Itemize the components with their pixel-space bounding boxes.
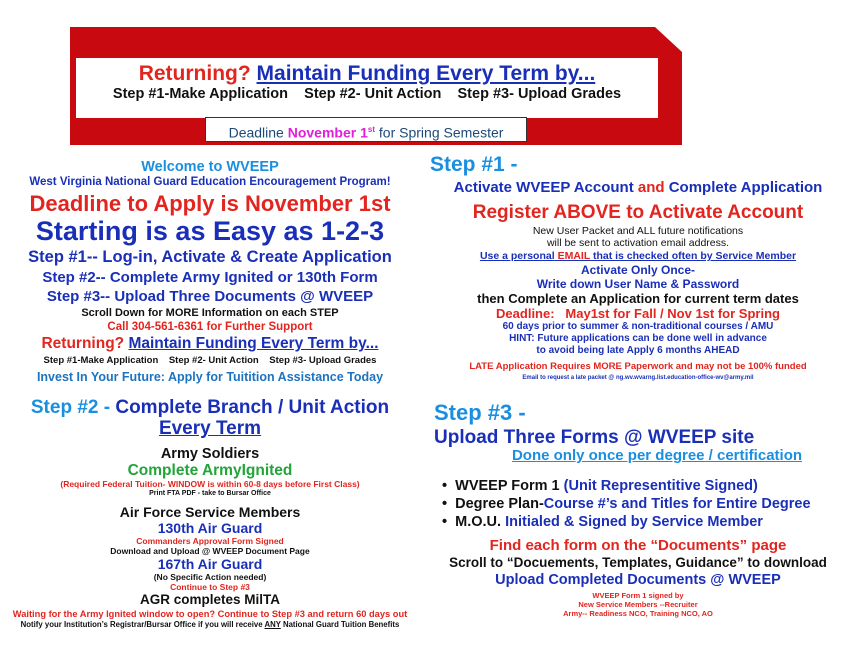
- form1-signed: WVEEP Form 1 signed by: [592, 591, 684, 600]
- welcome-steps-line: Step #1-Make Application Step #2- Unit Action Step #3- Upload Grades: [43, 355, 377, 366]
- new-members: New Service Members --Recruiter: [578, 600, 698, 609]
- welcome-maintain-link[interactable]: Maintain Funding Every Term by...: [128, 335, 379, 352]
- welcome-step1: Step #1-- Log-in, Activate & Create Application: [28, 248, 392, 266]
- bullet-dot-icon: •: [442, 514, 448, 530]
- ag167-note: (No Specific Action needed): [153, 572, 267, 582]
- top-banner: [70, 27, 682, 145]
- upload-completed: Upload Completed Documents @ WVEEP: [495, 572, 781, 588]
- ag130-heading: 130th Air Guard: [157, 520, 263, 536]
- army-action: Complete ArmyIgnited: [127, 462, 293, 479]
- welcome-step2: Step #2-- Complete Army Ignited or 130th Form: [42, 269, 378, 286]
- step1-panel: [424, 153, 852, 381]
- bullet-dot-icon: •: [442, 496, 448, 512]
- days-prior: 60 days prior to summer & non-traditional courses / AMU: [502, 321, 774, 332]
- packet-line1: New User Packet and ALL future notifications: [532, 225, 744, 237]
- easy-heading: Starting is as Easy as 1-2-3: [35, 216, 385, 246]
- apply-deadline: Deadline to Apply is November 1st: [29, 191, 391, 216]
- banner-maintain-link[interactable]: Maintain Funding Every Term by...: [256, 62, 596, 85]
- continue-step3: Continue to Step #3: [170, 582, 250, 592]
- bullet-degree-plan: • Degree Plan-Course #’s and Titles for Entire Degree: [442, 496, 811, 512]
- done-once: Done only once per degree / certification: [511, 447, 803, 464]
- bullet-mou: • M.O.U. Initialed & Signed by Service Member: [442, 514, 763, 530]
- step3-title: Step #3 -: [434, 400, 526, 425]
- welcome-title: Welcome to WVEEP: [141, 159, 279, 175]
- waiting-note: Waiting for the Army Ignited window to open? Continue to Step #3 and return 60 days out: [12, 609, 408, 619]
- register-heading: Register ABOVE to Activate Account: [472, 202, 804, 223]
- bullet-form1: • WVEEP Form 1 (Unit Representitive Signed): [442, 478, 758, 494]
- scroll-to-docs: Scroll to “Docuements, Templates, Guidance” to download: [449, 555, 827, 570]
- agr-line: AGR completes MilTA: [139, 592, 281, 607]
- welcome-step3: Step #3-- Upload Three Documents @ WVEEP: [46, 288, 374, 305]
- ag167-heading: 167th Air Guard: [157, 556, 263, 572]
- step1-title: Step #1 -: [430, 153, 518, 176]
- af-heading: Air Force Service Members: [119, 504, 301, 520]
- late-application: LATE Application Requires MORE Paperwork and may not be 100% funded: [469, 361, 807, 372]
- write-down: Write down User Name & Password: [536, 277, 740, 291]
- welcome-returning: Returning? Maintain Funding Every Term by...: [41, 335, 379, 352]
- army-heading: Army Soldiers: [160, 446, 260, 462]
- step1-deadline: Deadline: May1st for Fall / Nov 1st for Spring: [496, 306, 780, 321]
- hint-line2: to avoid being late Apply 6 months AHEAD: [536, 345, 740, 356]
- scroll-note: Scroll Down for MORE Information on each STEP: [81, 307, 339, 319]
- army-print-note: Print FTA PDF - take to Bursar Office: [149, 490, 271, 497]
- invest-line: Invest In Your Future: Apply for Tuitition Assistance Today: [36, 370, 384, 384]
- welcome-subtitle: West Virginia National Guard Education Encouragement Program!: [29, 176, 391, 188]
- army-readiness: Army-- Readiness NCO, Training NCO, AO: [563, 609, 713, 618]
- ag130-upload: Download and Upload @ WVEEP Document Page: [110, 546, 310, 556]
- packet-line2: will be sent to activation email address.: [546, 237, 730, 249]
- step3-subtitle: Upload Three Forms @ WVEEP site: [434, 427, 755, 448]
- banner-deadline-box: Deadline November 1st for Spring Semester: [205, 117, 527, 142]
- ag130-approval: Commanders Approval Form Signed: [136, 536, 284, 546]
- step2-title: Step #2 - Complete Branch / Unit Action: [30, 397, 390, 418]
- hint-line1: HINT: Future applications can be done well in advance: [509, 333, 767, 344]
- banner-headline: Returning? Maintain Funding Every Term by...: [138, 62, 596, 85]
- personal-email-line: Use a personal EMAIL that is checked often by Service Member: [479, 250, 797, 262]
- banner-steps: Step #1-Make Application Step #2- Unit Action Step #3- Upload Grades: [112, 86, 622, 102]
- every-term: Every Term: [158, 418, 262, 439]
- activate-once: Activate Only Once-: [580, 263, 696, 277]
- support-phone[interactable]: Call 304-561-6361 for Further Support: [107, 321, 313, 333]
- army-window-note: (Required Federal Tuition- WINDOW is within 60-8 days before First Class): [60, 479, 360, 489]
- late-packet-email[interactable]: Email to request a late packet @ ng.wv.wvarng.list.education-office-wv@army.mil: [522, 375, 754, 381]
- find-forms: Find each form on the “Documents” page: [489, 537, 787, 554]
- bullet-dot-icon: •: [442, 478, 448, 494]
- step1-subtitle: Activate WVEEP Account and Complete Application: [453, 179, 823, 196]
- notify-note: Notify your Institution’s Registrar/Bursar Office if you will receive ANY National Guard Tuition Benefits: [20, 620, 400, 629]
- then-complete: then Complete an Application for current term dates: [477, 291, 799, 306]
